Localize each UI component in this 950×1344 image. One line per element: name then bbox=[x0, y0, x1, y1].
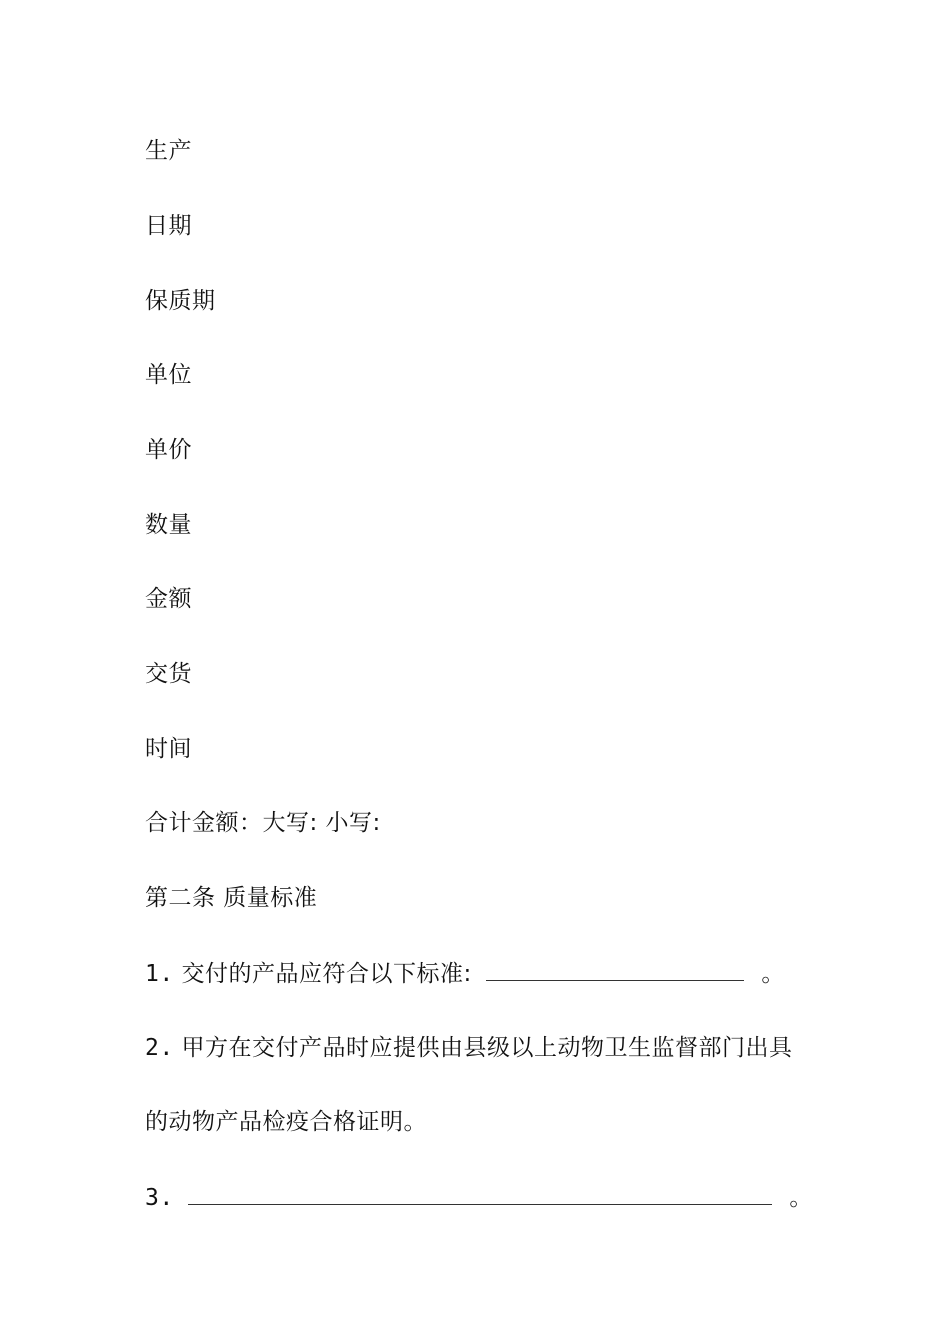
item-1-end: 。 bbox=[761, 961, 785, 987]
item-2-number: 2. bbox=[145, 1035, 174, 1061]
item-1-text: 交付的产品应符合以下标准: bbox=[181, 961, 472, 987]
header-line-time: 时间 bbox=[145, 736, 192, 762]
item-1-blank-line bbox=[486, 958, 744, 981]
header-line-unit-price: 单价 bbox=[145, 437, 192, 463]
item-1 bbox=[145, 958, 785, 989]
item-2-line-2: 的动物产品检疫合格证明。 bbox=[145, 1109, 427, 1135]
header-line-date: 日期 bbox=[145, 213, 192, 239]
item-2-text-line-1: 甲方在交付产品时应提供由县级以上动物卫生监督部门出具 bbox=[181, 1035, 793, 1061]
header-line-quantity: 数量 bbox=[145, 512, 192, 538]
header-line-production: 生产 bbox=[145, 138, 192, 164]
article-two-title: 第二条 质量标准 bbox=[145, 885, 318, 911]
item-3-number: 3. bbox=[145, 1185, 174, 1211]
total-amount-line: 合计金额：大写: 小写: bbox=[145, 810, 381, 836]
header-line-amount: 金额 bbox=[145, 586, 192, 612]
header-line-shelf-life: 保质期 bbox=[145, 288, 216, 314]
item-3-end: 。 bbox=[789, 1185, 813, 1211]
item-2-line-1 bbox=[145, 1033, 793, 1063]
header-line-unit: 单位 bbox=[145, 362, 192, 388]
item-1-number: 1. bbox=[145, 961, 174, 987]
item-3-blank-line bbox=[188, 1182, 772, 1205]
header-line-delivery: 交货 bbox=[145, 661, 192, 687]
item-3 bbox=[145, 1182, 813, 1213]
